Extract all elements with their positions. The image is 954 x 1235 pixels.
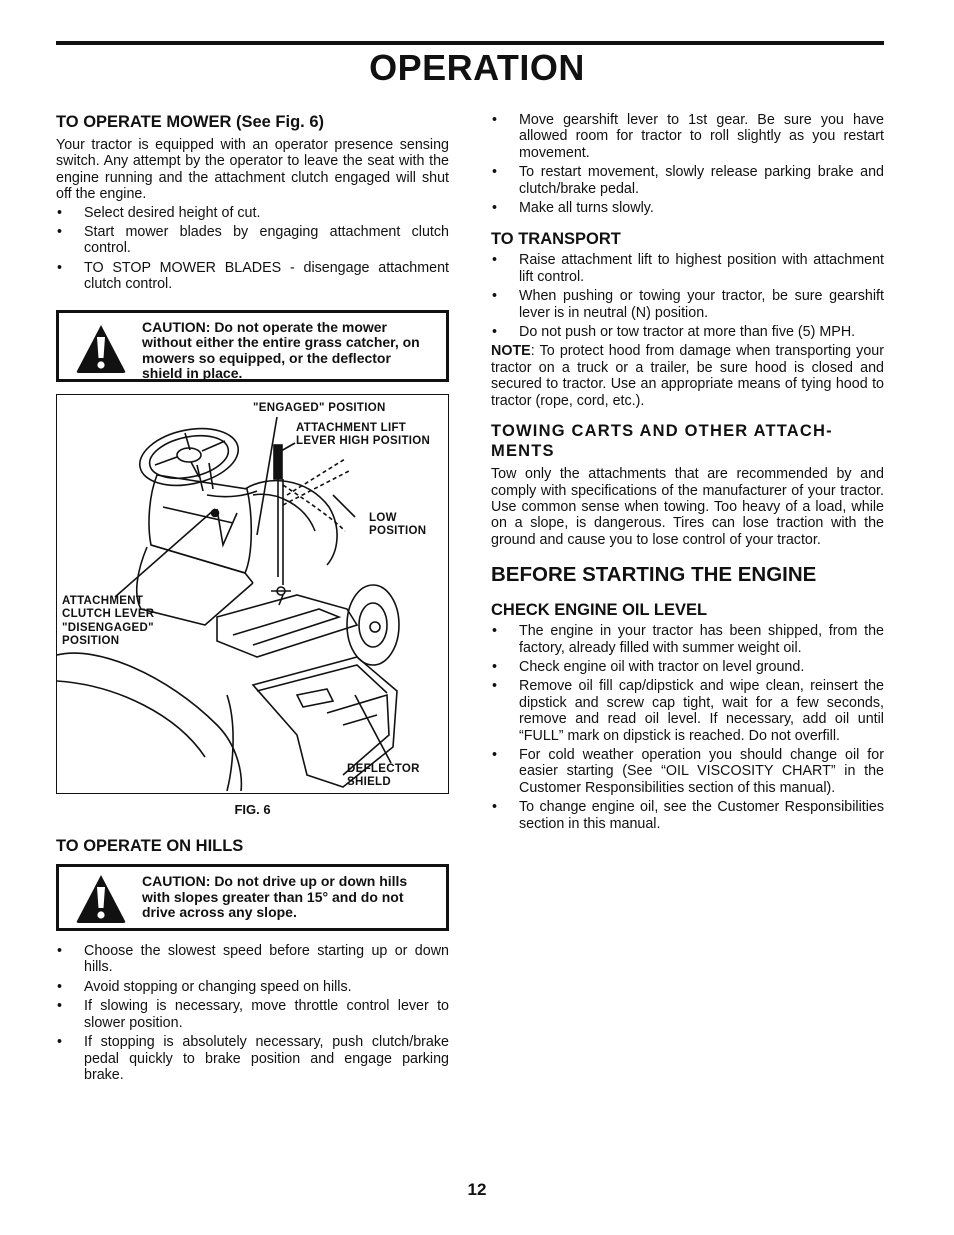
hills-caution-box [56, 864, 449, 931]
label-low-position: LOW POSITION [369, 511, 427, 538]
mower-caution-text: CAUTION: Do not operate the mower without either the entire grass catcher, on mowers so equipped, or the deflector shield in place. [142, 318, 420, 382]
mower-bullets [56, 205, 449, 293]
list-item: • When pushing or towing your tractor, be sure gearshift lever is in neutral (N) position. [491, 288, 884, 321]
list-item: • Start mower blades by engaging attachment clutch control. [56, 224, 449, 257]
warning-icon [75, 323, 127, 375]
list-item: • Choose the slowest speed before starting up or down hills. [56, 943, 449, 976]
transport-note [491, 343, 884, 409]
hills-bullets [56, 943, 449, 1083]
movement-bullets [491, 112, 884, 216]
oil-bullets [491, 623, 884, 832]
list-item: • Move gearshift lever to 1st gear. Be sure you have allowed room for tractor to roll slightly as you restart movement. [491, 112, 884, 161]
mower-intro: Your tractor is equipped with an operator presence sensing switch. Any attempt by the operator to leave the seat with the engine running and the attachment clutch engaged will shut off the engine. [56, 137, 449, 203]
towing-text: Tow only the attachments that are recommended by and comply with specifications of the manufacturer of your tractor. Use common sense when towing. Too heavy of a load, while on a slope, is dangerous. Tires can lose traction with the ground and cause you to lose control of your tractor. [491, 466, 884, 548]
note-label: NOTE [491, 343, 531, 360]
hills-caution-text: CAUTION: Do not drive up or down hills with slopes greater than 15° and do not drive across any slope. [142, 873, 408, 921]
page-title: OPERATION [369, 47, 585, 88]
left-column [56, 112, 449, 1086]
label-lift-lever-high: ATTACHMENT LIFT LEVER HIGH POSITION [296, 421, 431, 448]
figure-caption: FIG. 6 [234, 801, 271, 817]
list-item: • If slowing is necessary, move throttle control lever to slower position. [56, 998, 449, 1031]
mower-heading: TO OPERATE MOWER (See Fig. 6) [56, 113, 324, 131]
header-rule [56, 41, 884, 45]
list-item: • To restart movement, slowly release parking brake and clutch/brake pedal. [491, 164, 884, 197]
list-item: • Do not push or tow tractor at more than five (5) MPH. [491, 324, 884, 340]
page-number: 12 [467, 1180, 487, 1199]
list-item: • To change engine oil, see the Customer Responsibilities section in this manual. [491, 799, 884, 832]
list-item: • For cold weather operation you should change oil for easier starting (See “OIL VISCOSITY CHART” in the Customer Responsibilities section of this manual). [491, 747, 884, 796]
list-item: • TO STOP MOWER BLADES - disengage attachment clutch control. [56, 260, 449, 293]
list-item: • If stopping is absolutely necessary, push clutch/brake pedal quickly to brake position and engage parking brake. [56, 1034, 449, 1083]
list-item: • Make all turns slowly. [491, 200, 884, 216]
hills-heading: TO OPERATE ON HILLS [56, 837, 244, 856]
right-column [491, 112, 884, 835]
list-item: • Raise attachment lift to highest position with attachment lift control. [491, 252, 884, 285]
tractor-illustration [57, 395, 447, 791]
warning-icon [75, 873, 127, 925]
transport-bullets [491, 252, 884, 340]
label-engaged-position: "ENGAGED" POSITION [253, 401, 386, 414]
oil-heading: CHECK ENGINE OIL LEVEL [491, 601, 708, 620]
before-starting-heading: BEFORE STARTING THE ENGINE [491, 563, 817, 587]
towing-heading: TOWING CARTS AND OTHER ATTACH-MENTS [491, 422, 833, 461]
label-clutch-lever: ATTACHMENT CLUTCH LEVER "DISENGAGED" POSITION [62, 594, 155, 648]
note-text: : To protect hood from damage when transporting your tractor on a truck or a trailer, be sure hood is closed and secured to tractor. Use an appropriate means of tying hood to tractor (rope, cord, etc.). [491, 343, 884, 409]
list-item: • Remove oil fill cap/dipstick and wipe clean, reinsert the dipstick and screw cap tight, wait for a few seconds, remove and read oil level. If necessary, add oil until “FULL” mark on dipstick is reached. Do not overfill. [491, 678, 884, 744]
label-deflector-shield: DEFLECTOR SHIELD [347, 762, 420, 789]
list-item: • The engine in your tractor has been shipped, from the factory, already filled with summer weight oil. [491, 623, 884, 656]
mower-caution-box [56, 310, 449, 382]
list-item: • Check engine oil with tractor on level ground. [491, 659, 884, 675]
list-item: • Select desired height of cut. [56, 205, 449, 221]
list-item: • Avoid stopping or changing speed on hills. [56, 979, 449, 995]
figure-6 [56, 394, 449, 794]
transport-heading: TO TRANSPORT [491, 230, 621, 249]
